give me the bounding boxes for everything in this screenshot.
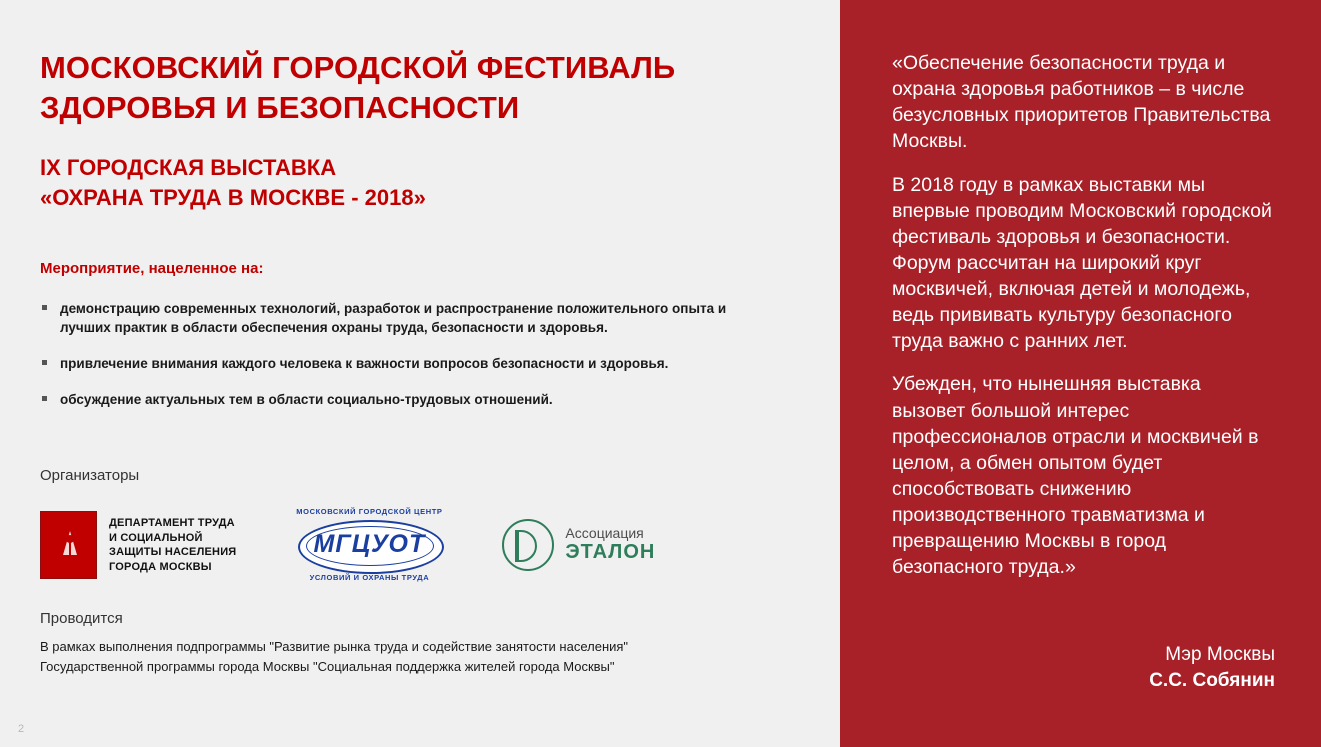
square-bullet-icon	[42, 396, 47, 401]
program-description	[40, 637, 740, 677]
mayor-quote	[892, 50, 1279, 580]
page-title: МОСКОВСКИЙ ГОРОДСКОЙ ФЕСТИВАЛЬ ЗДОРОВЬЯ И БЕЗОПАСНОСТИ	[40, 50, 676, 125]
signature-block	[1149, 642, 1275, 695]
dept-text-line-3: ЗАЩИТЫ НАСЕЛЕНИЯ	[109, 546, 237, 559]
dept-text-line-1: ДЕПАРТАМЕНТ ТРУДА	[109, 517, 235, 530]
square-bullet-icon	[42, 360, 47, 365]
moscow-coat-of-arms-icon	[40, 511, 97, 579]
dept-text-line-2: И СОЦИАЛЬНОЙ	[109, 531, 203, 544]
etalon-logo	[502, 519, 655, 571]
signature-role: Мэр Москвы	[1165, 643, 1275, 665]
quote-paragraph: В 2018 году в рамках выставки мы впервые проводим Московский городской фестиваль здоровья и безопасности. Форум рассчитан на широкий круг москвичей, включая детей и молодежь, ведь прививать культуру безопасного труда важно с ранних лет.	[892, 173, 1272, 353]
quote-paragraph: «Обеспечение безопасности труда и охрана здоровья работников – в числе безусловных приоритетов Правительства Москвы.	[892, 52, 1271, 153]
list-item	[40, 390, 770, 410]
aim-heading: Мероприятие, нацеленное на:	[40, 259, 264, 277]
list-item	[40, 299, 770, 338]
mgcuot-logo	[284, 506, 454, 584]
etalon-line-1: Ассоциация	[565, 524, 644, 541]
list-item-text: обсуждение актуальных тем в области социально-трудовых отношений.	[60, 391, 553, 407]
organizers-label: Организаторы	[40, 467, 140, 485]
list-item-text: привлечение внимания каждого человека к важности вопросов безопасности и здоровья.	[60, 355, 669, 371]
department-of-labour-logo	[40, 511, 236, 579]
organizer-logos	[40, 502, 800, 588]
subtitle-line-2: «ОХРАНА ТРУДА В МОСКВЕ - 2018»	[40, 184, 426, 210]
aim-list	[40, 299, 800, 409]
mgcuot-abbreviation: МГЦУОТ	[313, 530, 426, 559]
saint-george-icon	[57, 525, 83, 565]
department-logo-text	[109, 516, 236, 574]
square-bullet-icon	[42, 305, 47, 310]
conducted-label: Проводится	[40, 610, 123, 628]
program-line-2: Государственной программы города Москвы "Социальная поддержка жителей города Москвы"	[40, 659, 615, 675]
dept-text-line-4: ГОРОДА МОСКВЫ	[109, 560, 212, 573]
signature-name: С.С. Собянин	[1149, 670, 1275, 692]
etalon-logo-text	[565, 526, 655, 564]
mgcuot-bottom-text: УСЛОВИЙ И ОХРАНЫ ТРУДА	[309, 573, 430, 583]
mgcuot-top-text: МОСКОВСКИЙ ГОРОДСКОЙ ЦЕНТР	[296, 507, 443, 517]
quote-paragraph: Убежден, что нынешняя выставка вызовет большой интерес профессионалов отрасли и москвичей в целом, а обмен опытом будет способствовать снижению производственного травматизма и превращению Москвы в город безопасного труда.»	[892, 373, 1259, 579]
list-item	[40, 354, 770, 374]
subtitle-line-1: IX ГОРОДСКАЯ ВЫСТАВКА	[40, 155, 337, 181]
etalon-line-2: ЭТАЛОН	[565, 541, 656, 564]
etalon-emblem-icon	[502, 519, 554, 571]
program-line-1: В рамках выполнения подпрограммы "Развитие рынка труда и содействие занятости населения"	[40, 639, 629, 655]
quote-pane	[840, 0, 1321, 747]
subtitle	[40, 153, 800, 212]
page-number: 2	[18, 723, 25, 735]
list-item-text: демонстрацию современных технологий, разработок и распространение положительного опыта и лучших практик в области обеспечения охраны труда, безопасности и здоровья.	[60, 300, 727, 336]
